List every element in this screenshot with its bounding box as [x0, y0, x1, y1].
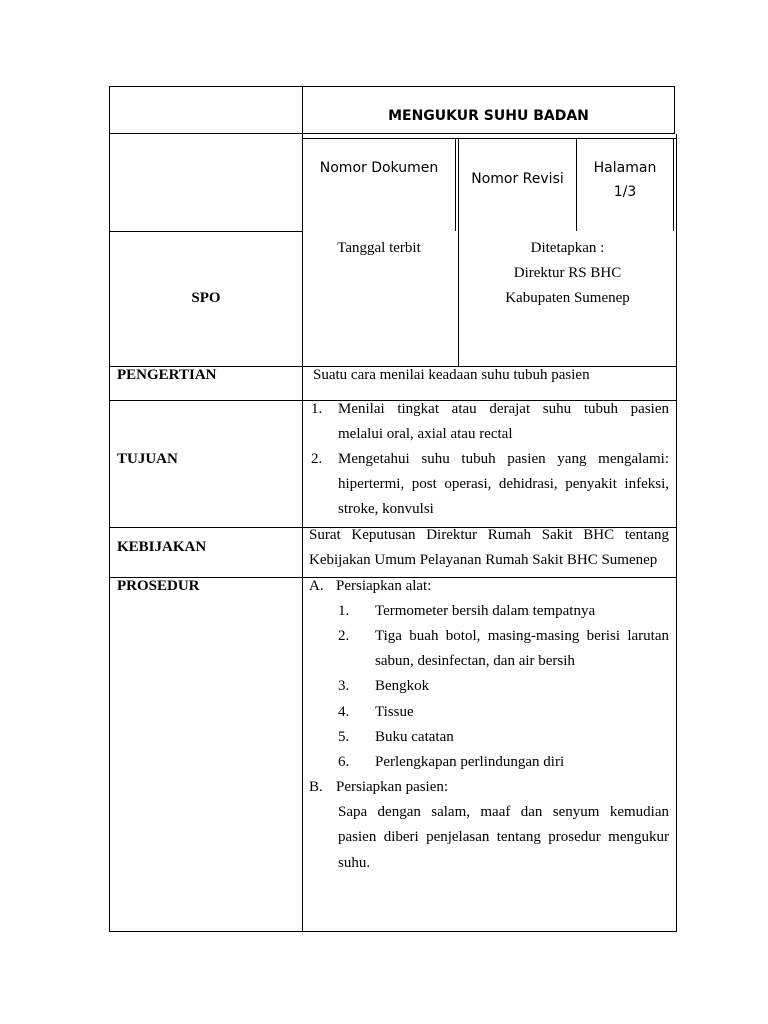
- kebijakan-line-1: Surat Keputusan Direktur Rumah Sakit BHC tentang: [309, 527, 669, 543]
- ditetapkan-location: Kabupaten Sumenep: [505, 290, 630, 306]
- list-item-text: stroke, konvulsi: [338, 501, 434, 517]
- list-item-text: Buku catatan: [375, 729, 454, 745]
- pengertian-text: Suatu cara menilai keadaan suhu tubuh pasien: [313, 367, 590, 383]
- list-item-text: hipertermi, post operasi, dehidrasi, penyakit infeksi,: [338, 476, 669, 492]
- ditetapkan-label: Ditetapkan :: [530, 240, 605, 256]
- list-item-number: 2.: [311, 451, 323, 467]
- paragraph-line: Sapa dengan salam, maaf dan senyum kemudian: [338, 804, 669, 820]
- list-item-number: 2.: [338, 628, 350, 644]
- tujuan-label: TUJUAN: [117, 451, 178, 467]
- list-item-text: Tiga buah botol, masing-masing berisi larutan: [375, 628, 669, 644]
- nomor-dokumen-label: Nomor Dokumen: [319, 160, 439, 176]
- list-item-number: 3.: [338, 678, 350, 694]
- spo-label: SPO: [191, 290, 221, 306]
- section-a-title: Persiapkan alat:: [336, 578, 432, 594]
- section-b-title: Persiapkan pasien:: [336, 779, 449, 795]
- kebijakan-label: KEBIJAKAN: [117, 539, 207, 555]
- section-b-letter: B.: [309, 779, 323, 795]
- list-item-text: Menilai tingkat atau derajat suhu tubuh pasien: [338, 401, 669, 417]
- list-item-text: Bengkok: [375, 678, 430, 694]
- halaman-label: Halaman: [593, 160, 657, 176]
- list-item-number: 6.: [338, 754, 350, 770]
- list-item-text: Tissue: [375, 704, 414, 720]
- pengertian-label: PENGERTIAN: [117, 367, 217, 383]
- kebijakan-line-2: Kebijakan Umum Pelayanan Rumah Sakit BHC Sumenep: [309, 552, 658, 568]
- halaman-value: 1/3: [613, 184, 637, 200]
- paragraph-line: pasien diberi penjelasan tentang prosedur mengukur: [338, 829, 669, 845]
- list-item-text: Perlengkapan perlindungan diri: [375, 754, 565, 770]
- document-title: MENGUKUR SUHU BADAN: [388, 108, 589, 124]
- list-item-text: melalui oral, axial atau rectal: [338, 426, 513, 442]
- paragraph-line: suhu.: [338, 855, 371, 871]
- list-item-number: 5.: [338, 729, 350, 745]
- list-item-number: 1.: [311, 401, 323, 417]
- tanggal-terbit-label: Tanggal terbit: [337, 240, 421, 256]
- list-item-text: Termometer bersih dalam tempatnya: [375, 603, 596, 619]
- prosedur-label: PROSEDUR: [117, 578, 200, 594]
- ditetapkan-director: Direktur RS BHC: [513, 265, 622, 281]
- nomor-revisi-label: Nomor Revisi: [471, 171, 564, 187]
- section-a-letter: A.: [309, 578, 324, 594]
- list-item-text: Mengetahui suhu tubuh pasien yang mengalami:: [338, 451, 669, 467]
- list-item-number: 4.: [338, 704, 350, 720]
- list-item-number: 1.: [338, 603, 350, 619]
- list-item-text: sabun, desinfectan, dan air bersih: [375, 653, 575, 669]
